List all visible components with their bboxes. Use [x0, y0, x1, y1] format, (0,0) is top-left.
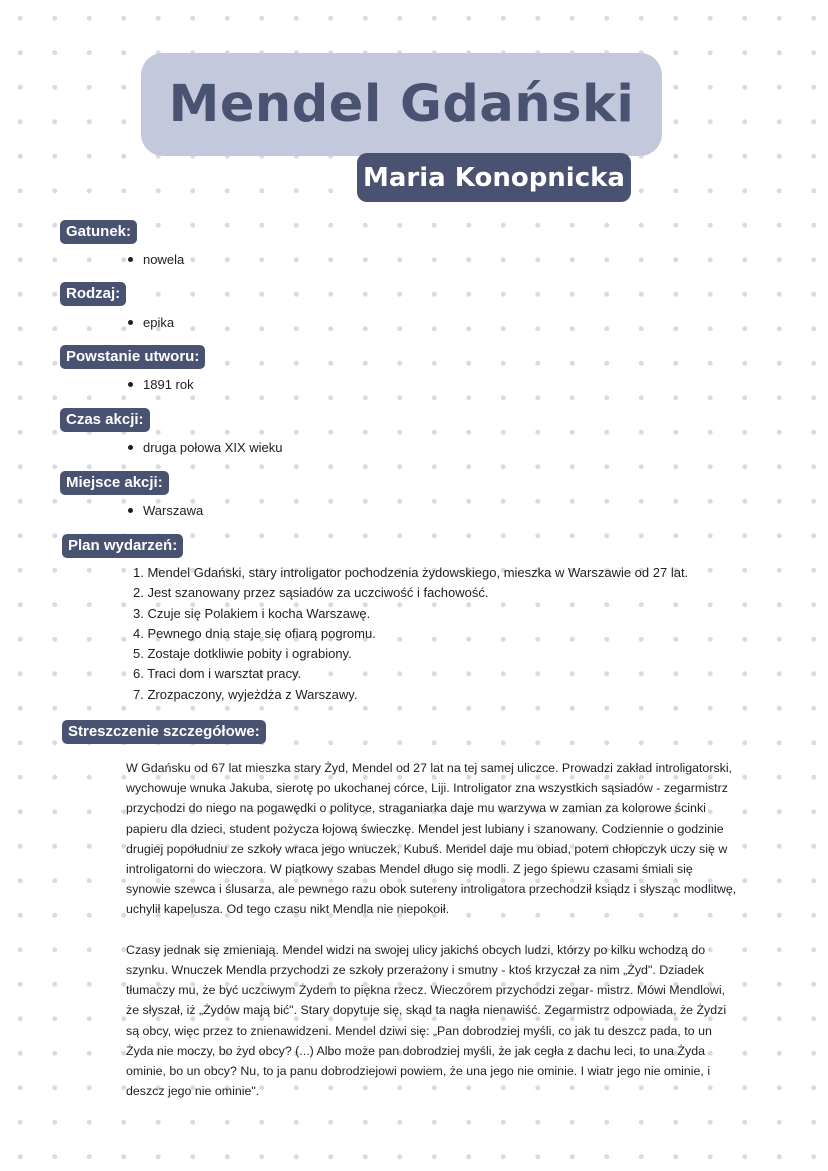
- summary-body: [126, 758, 738, 1122]
- value-gatunek-text: nowela: [143, 252, 185, 267]
- plan-item: 7. Zrozpaczony, wyjeżdża z Warszawy.: [133, 686, 358, 702]
- value-czas: [128, 439, 282, 457]
- bullet-icon: [128, 445, 133, 450]
- value-rodzaj: [128, 314, 174, 332]
- page-title: Mendel Gdański: [168, 75, 635, 134]
- value-powstanie-text: 1891 rok: [143, 377, 194, 392]
- plan-item: 6. Traci dom i warsztat pracy.: [133, 666, 302, 682]
- label-gatunek: Gatunek:: [60, 220, 137, 244]
- label-rodzaj: Rodzaj:: [60, 282, 126, 306]
- title-banner: [141, 53, 662, 156]
- summary-paragraph: Czasy jednak się zmieniają. Mendel widzi na swojej ulicy jakichś obcych ludzi, którzy po kilku wchodzą do szynku. Wnuczek Mendla przychodzi ze szkoły przerażony i smutny - ktoś krzyczał za nim „Żyd". Dziadek tłumaczy mu, że być uczciwym Żydem to piękna rzecz. Wieczorem przychodzi zegar- mistrz. Mówi Mendlowi, że słyszał, iż „Żydów mają bić". Stary dopytuje się, skąd ta nagła nienawiść. Zegarmistrz odpowiada, że Żydzi są obcy, więc przez to znienawidzeni. Mendel dziwi się: „Pan dobrodziej myśli, co jak tu deszcz pada, to un Żyda nie moczy, bo żyd obcy? (...) Albo może pan dobrodziej myśli, że jak cegła z dachu leci, to una Żyda ominie, bo un obcy? Nu, to ja panu dobrodziejowi powiem, że una jego nie ominie. I wiatr jego nie ominie, i deszcz jego nie ominie".: [126, 942, 727, 1099]
- label-plan: Plan wydarzeń:: [62, 534, 183, 558]
- label-summary: Streszczenie szczegółowe:: [62, 720, 266, 744]
- author-banner: [357, 153, 631, 202]
- plan-item: 1. Mendel Gdański, stary introligator pochodzenia żydowskiego, mieszka w Warszawie od 27 lat.: [133, 565, 689, 580]
- author-name: Maria Konopnicka: [363, 162, 625, 193]
- label-miejsce: Miejsce akcji:: [60, 471, 169, 495]
- summary-paragraph: W Gdańsku od 67 lat mieszka stary Żyd, Mendel od 27 lat na tej samej uliczce. Prowadzi zakład introligatorski, wychowuje wnuka Jakuba, sierotę po ukochanej córce, Liji. Introligator zna wszystkich sąsiadów - zegarmistrz przychodzi do niego na pogawędki o polityce, straganiarka daje mu warzywa w zamian za kolorowe ścinki papieru dla dzieci, student pożycza łojową świeczkę. Mendel jest lubiany i szanowany. Codziennie o godzinie drugiej popołudniu ze szkoły wraca jego wnuczek, Kubuś. Mendel daje mu obiad, potem chłopczyk uczy się w introligatorni do wieczora. W piątkowy szabas Mendel długo się modli. Z jego śpiewu czasami śmiali się synowie szewca i ślusarza, ale pewnego razu obok sutereny introligatora przechodził ksiądz i słysząc modlitwę, uchylił kapelusza. Od tego czasu nikt Mendla nie niepokoił.: [126, 761, 737, 917]
- bullet-icon: [128, 320, 133, 325]
- label-czas: Czas akcji:: [60, 408, 150, 432]
- bullet-icon: [128, 257, 133, 262]
- plan-item: 5. Zostaje dotkliwie pobity i ograbiony.: [133, 646, 352, 662]
- value-miejsce: [128, 502, 203, 520]
- bullet-icon: [128, 382, 133, 387]
- bullet-icon: [128, 508, 133, 513]
- value-miejsce-text: Warszawa: [143, 503, 204, 518]
- value-powstanie: [128, 376, 194, 394]
- plan-item: 4. Pewnego dnia staje się ofiarą pogromu.: [133, 625, 376, 641]
- plan-item: 2. Jest szanowany przez sąsiadów za uczciwość i fachowość.: [133, 585, 489, 601]
- plan-item: 3. Czuje się Polakiem i kocha Warszawę.: [133, 605, 371, 621]
- plan-list: [133, 563, 688, 705]
- value-rodzaj-text: epika: [143, 315, 175, 330]
- label-powstanie: Powstanie utworu:: [60, 345, 205, 369]
- value-czas-text: druga połowa XIX wieku: [143, 440, 283, 455]
- value-gatunek: [128, 251, 184, 269]
